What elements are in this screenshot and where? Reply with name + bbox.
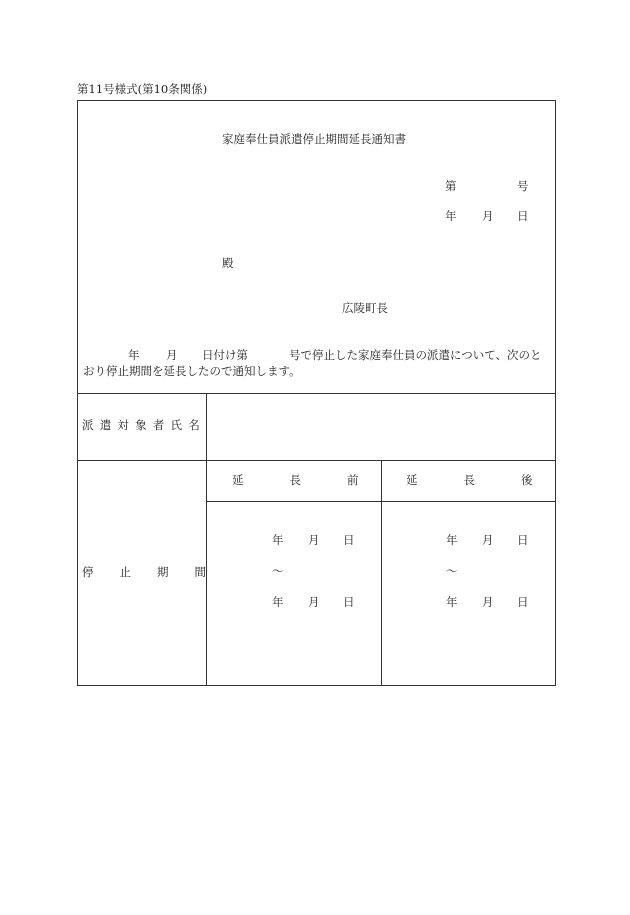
body-day-dated: 日付け第 xyxy=(202,348,248,362)
after-start-month: 月 xyxy=(482,533,494,547)
date-day: 日 xyxy=(517,209,529,223)
number-prefix: 第 xyxy=(445,179,457,193)
number-suffix: 号 xyxy=(517,179,529,193)
table-before-after-divider xyxy=(381,460,382,686)
recipient-suffix: 殿 xyxy=(222,256,234,270)
before-header: 延長前 xyxy=(232,473,405,487)
body-line1-rest: 号で停止した家庭奉仕員の派遣について、次のと xyxy=(289,348,542,362)
body-line2: おり停止期間を延長したので通知します。 xyxy=(83,364,301,378)
table-top-line xyxy=(77,393,556,394)
before-start-month: 月 xyxy=(308,533,320,547)
after-start-year: 年 xyxy=(446,533,458,547)
target-name-label: 派遣対象者氏名 xyxy=(82,418,206,432)
before-tilde: 〜 xyxy=(272,564,284,578)
period-label: 停止期間 xyxy=(82,565,232,579)
after-end-month: 月 xyxy=(482,595,494,609)
table-label-divider xyxy=(206,393,207,686)
after-end-year: 年 xyxy=(446,595,458,609)
before-end-month: 月 xyxy=(308,595,320,609)
body-year: 年 xyxy=(128,348,140,362)
form-number: 第11号様式(第10条関係) xyxy=(77,82,208,96)
before-end-year: 年 xyxy=(272,595,284,609)
after-header: 延長後 xyxy=(406,473,579,487)
before-start-year: 年 xyxy=(272,533,284,547)
document-title: 家庭奉仕員派遣停止期間延長通知書 xyxy=(222,132,406,146)
date-year: 年 xyxy=(445,209,457,223)
table-middle-line xyxy=(77,460,556,461)
date-month: 月 xyxy=(482,209,494,223)
after-end-day: 日 xyxy=(517,595,529,609)
sender-name: 広陵町長 xyxy=(342,301,388,315)
before-start-day: 日 xyxy=(343,533,355,547)
body-month: 月 xyxy=(166,348,178,362)
after-tilde: 〜 xyxy=(446,564,458,578)
before-end-day: 日 xyxy=(343,595,355,609)
after-start-day: 日 xyxy=(517,533,529,547)
